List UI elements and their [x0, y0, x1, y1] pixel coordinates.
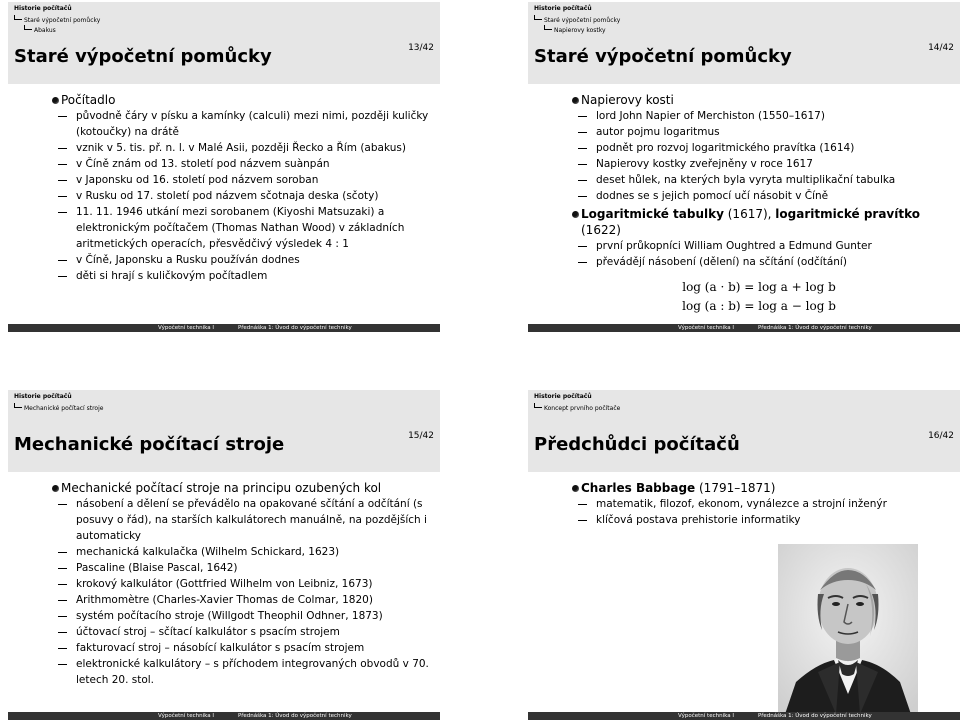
sub-item: Pascaline (Blaise Pascal, 1642): [8, 560, 440, 576]
dash-icon: [58, 212, 67, 213]
dash-icon: [578, 246, 587, 247]
sub-item: Napierovy kostky zveřejněny v roce 1617: [528, 156, 960, 172]
slide-body: [8, 90, 440, 284]
slide-header: [8, 390, 440, 472]
sub-item: deset hůlek, na kterých byla vyryta multiplikační tabulka: [528, 172, 960, 188]
list-item: Napierovy kosti: [528, 92, 960, 108]
dash-icon: [58, 632, 67, 633]
dash-icon: [58, 664, 67, 665]
slide-16: [528, 390, 960, 720]
dash-icon: [58, 196, 67, 197]
slide-header: [528, 390, 960, 472]
sub-item: první průkopníci William Oughtred a Edmund Gunter: [528, 238, 960, 254]
slide-title: Staré výpočetní pomůcky: [534, 46, 792, 67]
slide-14: [528, 2, 960, 332]
bullet-icon: [52, 97, 59, 104]
breadcrumb-section[interactable]: Historie počítačů: [14, 393, 72, 400]
slide-15: [8, 390, 440, 720]
dash-icon: [58, 552, 67, 553]
sub-item: dodnes se s jejich pomocí učí násobit v Číně: [528, 188, 960, 204]
slide-title: Předchůdci počítačů: [534, 434, 740, 455]
breadcrumb-section[interactable]: Historie počítačů: [534, 5, 592, 12]
tree-connector-icon: [544, 25, 552, 30]
sub-item: mechanická kalkulačka (Wilhelm Schickard, 1623): [8, 544, 440, 560]
sub-item: elektronické kalkulátory – s příchodem integrovaných obvodů v 70. letech 20. stol.: [8, 656, 440, 688]
dash-icon: [58, 276, 67, 277]
slide-13: [8, 2, 440, 332]
dash-icon: [58, 648, 67, 649]
sub-item: původně čáry v písku a kamínky (calculi) mezi nimi, později kuličky (kotoučky) na drátě: [8, 108, 440, 140]
sub-item: děti si hrají s kuličkovým počítadlem: [8, 268, 440, 284]
footer-course: Výpočetní technika I: [678, 713, 734, 719]
dash-icon: [578, 116, 587, 117]
dash-icon: [578, 196, 587, 197]
list-item: Počítadlo: [8, 92, 440, 108]
page-number: 16/42: [928, 431, 954, 441]
bullet-icon: [572, 485, 579, 492]
tree-connector-icon: [14, 15, 22, 20]
dash-icon: [578, 262, 587, 263]
sub-item: podnět pro rozvoj logaritmického pravítka (1614): [528, 140, 960, 156]
sub-item: Arithmomètre (Charles-Xavier Thomas de Colmar, 1820): [8, 592, 440, 608]
dash-icon: [58, 116, 67, 117]
dash-icon: [578, 132, 587, 133]
tree-connector-icon: [24, 25, 32, 30]
dash-icon: [578, 148, 587, 149]
dash-icon: [58, 148, 67, 149]
sub-item: převádějí násobení (dělení) na sčítání (odčítání): [528, 254, 960, 270]
list-item: Mechanické počítací stroje na principu ozubených kol: [8, 480, 440, 496]
dash-icon: [58, 164, 67, 165]
dash-icon: [58, 260, 67, 261]
sub-item: v Číně znám od 13. století pod názvem suànpán: [8, 156, 440, 172]
sub-item: v Rusku od 17. století pod názvem sčotnaja deska (sčoty): [8, 188, 440, 204]
list-item: Logaritmické tabulky (1617), logaritmické pravítko (1622): [528, 206, 960, 238]
footer-lecture: Přednáška 1: Úvod do výpočetní techniky: [238, 325, 352, 331]
page-number: 15/42: [408, 431, 434, 441]
page-number: 13/42: [408, 43, 434, 53]
slide-footer: [8, 324, 440, 332]
slide-footer: [528, 324, 960, 332]
bullet-icon: [572, 211, 579, 218]
slide-title: Staré výpočetní pomůcky: [14, 46, 272, 67]
list-item: Charles Babbage (1791–1871): [528, 480, 960, 496]
charles-babbage-portrait: [778, 544, 918, 720]
dash-icon: [58, 600, 67, 601]
tree-connector-icon: [534, 403, 542, 408]
footer-lecture: Přednáška 1: Úvod do výpočetní techniky: [238, 713, 352, 719]
page-number: 14/42: [928, 43, 954, 53]
sub-item: v Číně, Japonsku a Rusku používán dodnes: [8, 252, 440, 268]
footer-lecture: Přednáška 1: Úvod do výpočetní techniky: [758, 713, 872, 719]
formula-product: log (a · b) = log a + log b: [682, 280, 836, 294]
footer-course: Výpočetní technika I: [158, 713, 214, 719]
sub-item: 11. 11. 1946 utkání mezi sorobanem (Kiyoshi Matsuzaki) a elektronickým počítačem (Thomas Nathan Wood) v základních aritmetických operacích, přesvědčivý výsledek 4 : 1: [8, 204, 440, 252]
sub-item: autor pojmu logaritmus: [528, 124, 960, 140]
sub-item: krokový kalkulátor (Gottfried Wilhelm von Leibniz, 1673): [8, 576, 440, 592]
breadcrumb-section[interactable]: Historie počítačů: [534, 393, 592, 400]
sub-item: násobení a dělení se převádělo na opakované sčítání a odčítání (s posuvy o řád), na starších kalkulátorech manuálně, na pozdějších i automaticky: [8, 496, 440, 544]
breadcrumb-subsection[interactable]: Staré výpočetní pomůcky: [534, 15, 620, 24]
slide-body: [528, 90, 960, 316]
tree-connector-icon: [534, 15, 542, 20]
sub-item: systém počítacího stroje (Willgodt Theophil Odhner, 1873): [8, 608, 440, 624]
dash-icon: [578, 180, 587, 181]
dash-icon: [578, 520, 587, 521]
bullet-icon: [572, 97, 579, 104]
bullet-icon: [52, 485, 59, 492]
slide-header: [8, 2, 440, 84]
footer-course: Výpočetní technika I: [678, 325, 734, 331]
slide-title: Mechanické počítací stroje: [14, 434, 285, 455]
sub-item: vznik v 5. tis. př. n. l. v Malé Asii, později Řecko a Řím (abakus): [8, 140, 440, 156]
slide-header: [528, 2, 960, 84]
sub-item: lord John Napier of Merchiston (1550–1617): [528, 108, 960, 124]
sub-item: v Japonsku od 16. století pod názvem soroban: [8, 172, 440, 188]
dash-icon: [58, 584, 67, 585]
breadcrumb-subsection[interactable]: Staré výpočetní pomůcky: [14, 15, 100, 24]
dash-icon: [578, 504, 587, 505]
breadcrumb-subsection[interactable]: Mechanické počítací stroje: [14, 403, 103, 412]
tree-connector-icon: [14, 403, 22, 408]
sub-item: fakturovací stroj – násobící kalkulátor s psacím strojem: [8, 640, 440, 656]
slide-body: [528, 478, 960, 528]
dash-icon: [578, 164, 587, 165]
dash-icon: [58, 180, 67, 181]
breadcrumb-section[interactable]: Historie počítačů: [14, 5, 72, 12]
breadcrumb-subsection[interactable]: Koncept prvního počítače: [534, 403, 620, 412]
slide-body: [8, 478, 440, 688]
footer-course: Výpočetní technika I: [158, 325, 214, 331]
dash-icon: [58, 568, 67, 569]
dash-icon: [58, 504, 67, 505]
sub-item: matematik, filozof, ekonom, vynálezce a strojní inženýr: [528, 496, 960, 512]
breadcrumb-subsubsection[interactable]: Abakus: [24, 25, 56, 34]
formula-quotient: log (a : b) = log a − log b: [682, 299, 836, 313]
footer-lecture: Přednáška 1: Úvod do výpočetní techniky: [758, 325, 872, 331]
dash-icon: [58, 616, 67, 617]
sub-item: klíčová postava prehistorie informatiky: [528, 512, 960, 528]
sub-item: účtovací stroj – sčítací kalkulátor s psacím strojem: [8, 624, 440, 640]
breadcrumb-subsubsection[interactable]: Napierovy kostky: [544, 25, 606, 34]
